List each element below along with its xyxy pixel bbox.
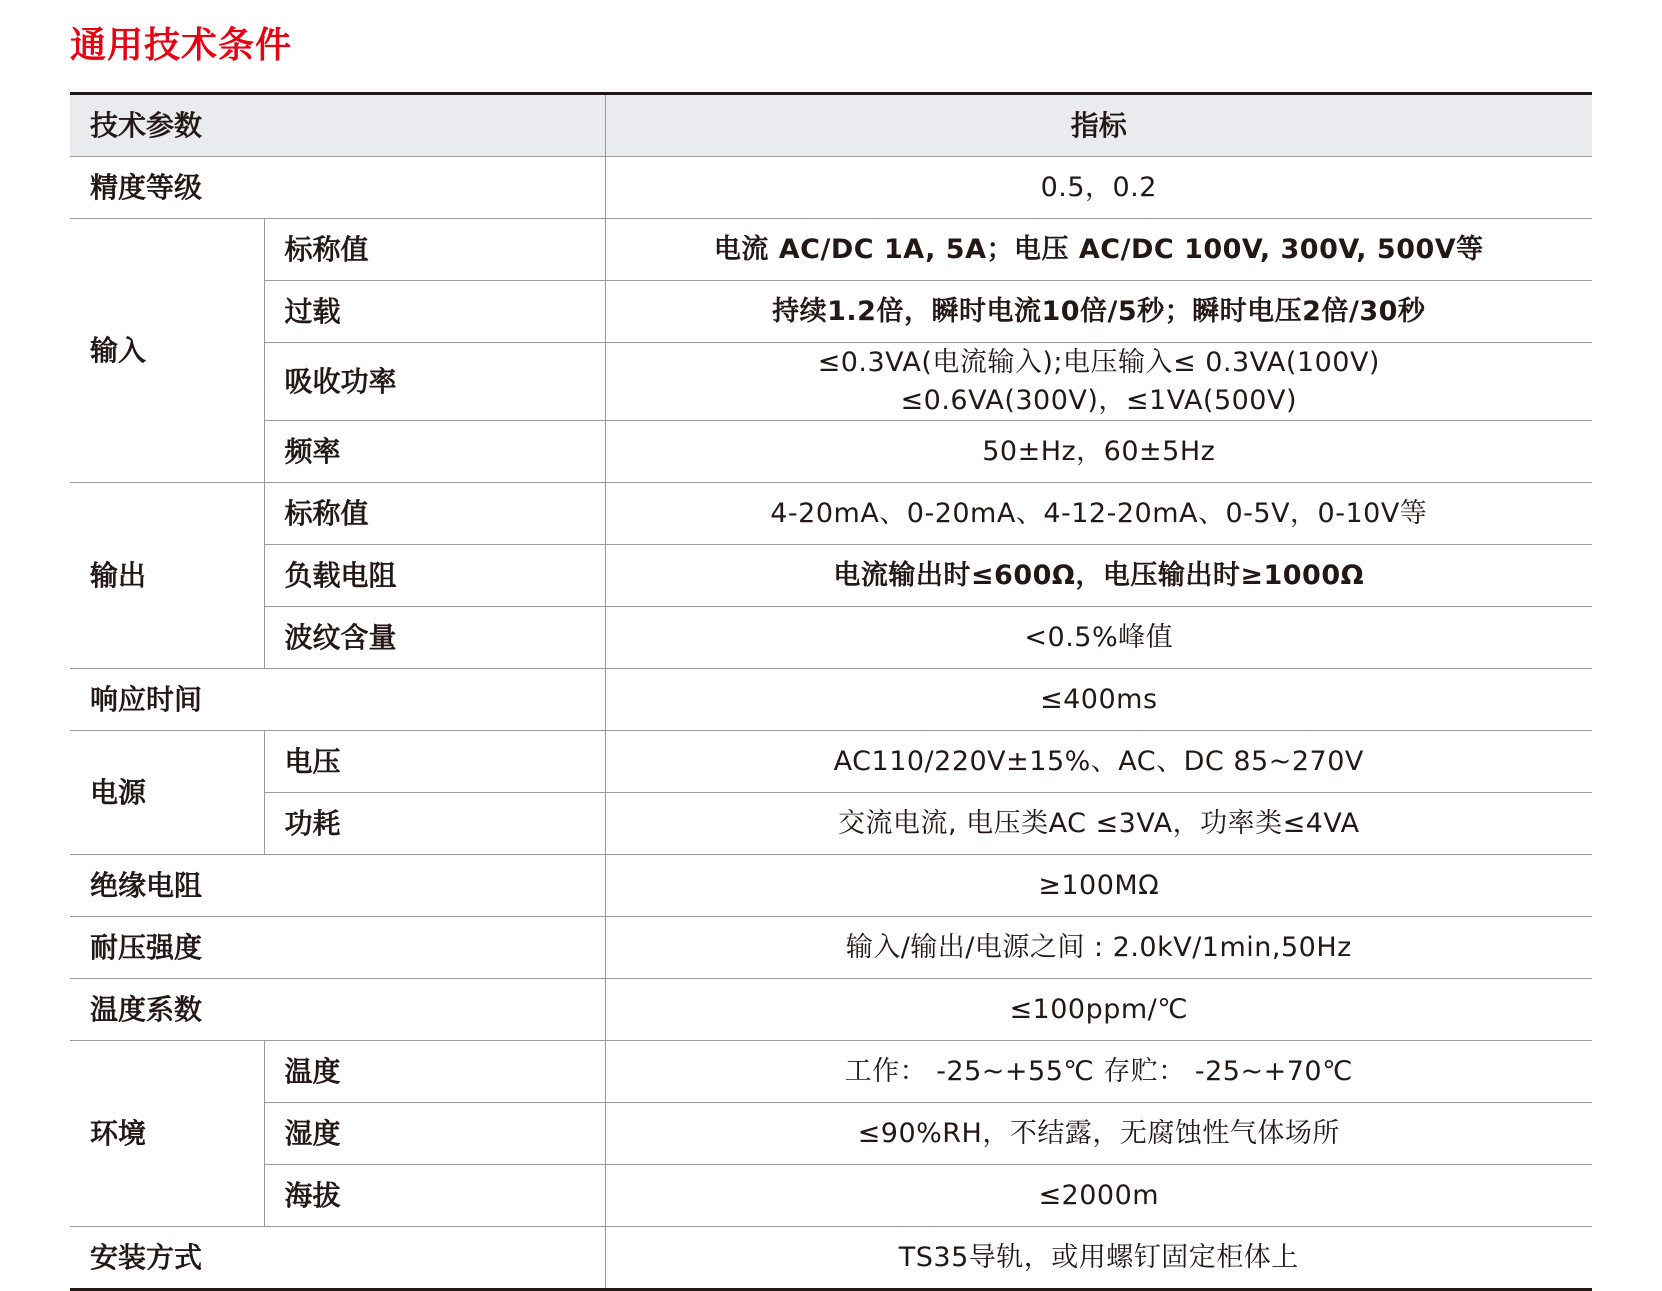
row-value: 0.5，0.2 [605, 157, 1592, 219]
page-title: 通用技术条件 [70, 25, 293, 66]
group-label: 电源 [70, 731, 264, 855]
row-value: TS35导轨，或用螺钉固定柜体上 [605, 1227, 1592, 1290]
group-label: 输入 [70, 219, 264, 483]
table-row [70, 731, 1592, 793]
table-row [70, 979, 1592, 1041]
table-row [70, 855, 1592, 917]
row-label: 响应时间 [70, 669, 605, 731]
table-row [70, 607, 1592, 669]
row-value: ≤400ms [605, 669, 1592, 731]
spec-table [70, 92, 1592, 1291]
row-value: 电流 AC/DC 1A, 5A；电压 AC/DC 100V, 300V, 500V等 [605, 219, 1592, 281]
row-label: 绝缘电阻 [70, 855, 605, 917]
row-value: 4-20mA、0-20mA、4-12-20mA、0-5V，0-10V等 [605, 483, 1592, 545]
sub-label: 功耗 [264, 793, 605, 855]
table-row [70, 669, 1592, 731]
sub-label: 过载 [264, 281, 605, 343]
sub-label: 标称值 [264, 219, 605, 281]
row-label: 精度等级 [70, 157, 605, 219]
table-row [70, 1227, 1592, 1290]
row-value: 交流电流, 电压类AC ≤3VA，功率类≤4VA [605, 793, 1592, 855]
table-row [70, 219, 1592, 281]
table-row [70, 1165, 1592, 1227]
table-row [70, 917, 1592, 979]
row-value: ≤2000m [605, 1165, 1592, 1227]
row-value: ≤90%RH，不结露，无腐蚀性气体场所 [605, 1103, 1592, 1165]
table-header-row [70, 94, 1592, 157]
row-label: 耐压强度 [70, 917, 605, 979]
row-value: 输入/输出/电源之间 : 2.0kV/1min,50Hz [605, 917, 1592, 979]
table-row [70, 545, 1592, 607]
sub-label: 海拔 [264, 1165, 605, 1227]
header-param: 技术参数 [70, 94, 605, 157]
table-row [70, 1041, 1592, 1103]
sub-label: 标称值 [264, 483, 605, 545]
table-row [70, 1103, 1592, 1165]
sub-label: 温度 [264, 1041, 605, 1103]
table-row [70, 343, 1592, 421]
group-label: 环境 [70, 1041, 264, 1227]
sub-label: 频率 [264, 421, 605, 483]
row-value: <0.5%峰值 [605, 607, 1592, 669]
row-label: 安装方式 [90, 1240, 203, 1274]
row-value: 工作： -25~+55℃ 存贮： -25~+70℃ [605, 1041, 1592, 1103]
row-value: 持续1.2倍，瞬时电流10倍/5秒；瞬时电压2倍/30秒 [605, 281, 1592, 343]
sub-label: 波纹含量 [264, 607, 605, 669]
row-value: ≤100ppm/℃ [605, 979, 1592, 1041]
row-value: AC110/220V±15%、AC、DC 85~270V [605, 731, 1592, 793]
table-row [70, 157, 1592, 219]
sub-label: 负载电阻 [264, 545, 605, 607]
row-label: 温度系数 [70, 979, 605, 1041]
table-row [70, 281, 1592, 343]
sub-label: 电压 [264, 731, 605, 793]
table-row [70, 483, 1592, 545]
group-label: 输出 [70, 483, 264, 669]
value-line: ≤0.3VA(电流输入);电压输入≤ 0.3VA(100V) [817, 346, 1380, 378]
row-value [605, 343, 1592, 421]
row-value: ≥100MΩ [605, 855, 1592, 917]
table-row [70, 793, 1592, 855]
sub-label: 吸收功率 [264, 343, 605, 421]
sub-label: 湿度 [264, 1103, 605, 1165]
value-line: ≤0.6VA(300V)，≤1VA(500V) [900, 384, 1297, 416]
header-value: 指标 [605, 94, 1592, 157]
row-value: 电流输出时≤600Ω，电压输出时≥1000Ω [605, 545, 1592, 607]
table-row [70, 421, 1592, 483]
row-value: 50±Hz，60±5Hz [605, 421, 1592, 483]
